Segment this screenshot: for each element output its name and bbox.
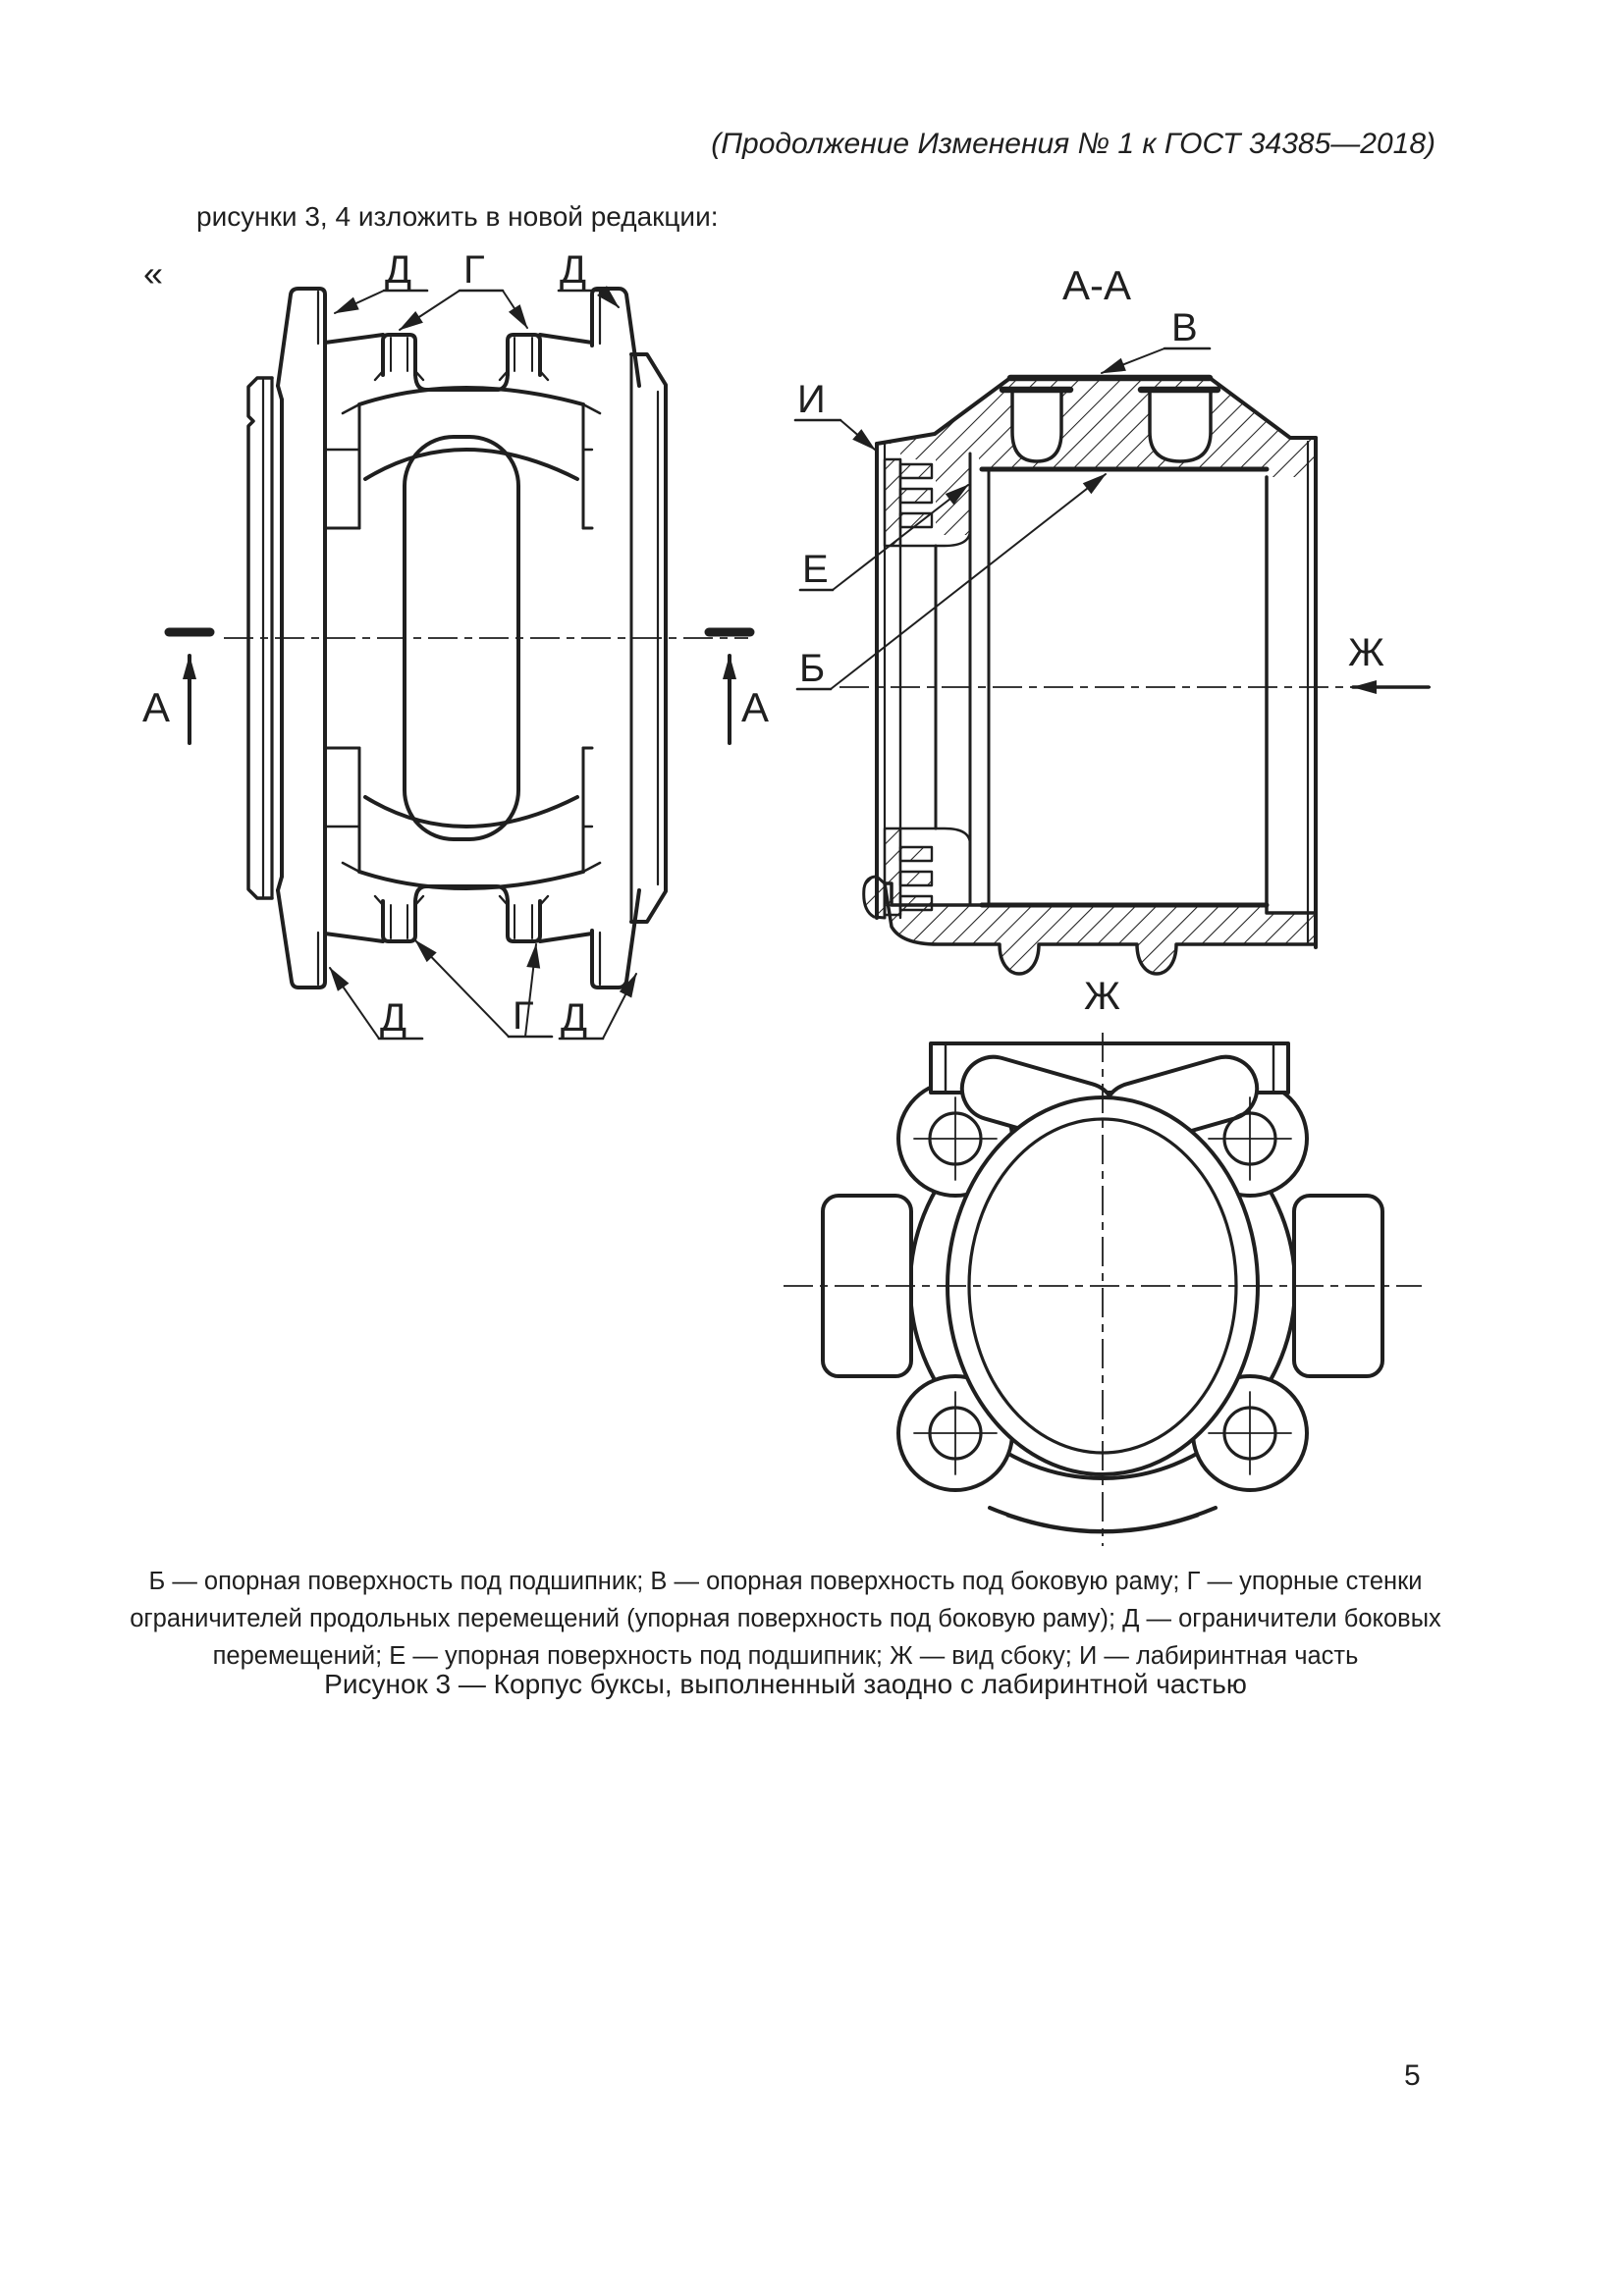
front-top-slope-left bbox=[325, 335, 383, 343]
side-view-title: Ж bbox=[1084, 975, 1120, 1018]
section-bottom-band bbox=[885, 883, 1316, 974]
intro-line: рисунки 3, 4 изложить в новой редакции: bbox=[196, 201, 719, 232]
front-view bbox=[142, 248, 769, 1040]
section-pocket-right bbox=[1150, 390, 1211, 461]
section-label-b: Б bbox=[799, 647, 826, 690]
section-pocket-left bbox=[1012, 390, 1061, 461]
figure-legend: Б — опорная поверхность под подшипник; В — опорная поверхность под боковую раму; Г — упорные стенки ограничителей продольных перемещений (упорная поверхность под боковую раму); Д — ограничители боковых перемещений; Е — упорная поверхность под подшипник; Ж — вид сбоку; И — лабиринтная часть bbox=[130, 1568, 1441, 1670]
section-label-e: Е bbox=[802, 548, 829, 591]
section-top-band-hatch bbox=[884, 378, 1314, 535]
front-label-d-top-right: Д bbox=[560, 248, 587, 292]
front-top-label-leaders bbox=[335, 291, 619, 330]
section-labyrinth-comb-top bbox=[885, 459, 932, 546]
section-letter-right: А bbox=[741, 684, 770, 730]
section-label-zh: Ж bbox=[1348, 631, 1384, 674]
section-left-curl bbox=[864, 877, 885, 918]
front-label-d-bottom-left: Д bbox=[380, 996, 407, 1040]
front-top-slope-right bbox=[540, 335, 592, 343]
section-letter-left: А bbox=[142, 684, 171, 730]
opening-quote-mark: « bbox=[143, 253, 164, 294]
section-label-v: В bbox=[1171, 306, 1198, 349]
section-mark-left bbox=[169, 632, 210, 743]
front-label-g-bottom: Г bbox=[513, 994, 534, 1038]
page-number: 5 bbox=[1404, 2059, 1421, 2092]
page-header-italic: (Продолжение Изменения № 1 к ГОСТ 34385—2018) bbox=[711, 128, 1435, 160]
front-top-left-lug bbox=[278, 289, 325, 386]
front-bottom-small-lugs bbox=[375, 886, 548, 941]
front-bottom-slope-right bbox=[540, 934, 592, 941]
section-view-a-a bbox=[795, 262, 1429, 974]
front-top-small-lugs bbox=[375, 335, 548, 390]
section-label-i: И bbox=[797, 378, 826, 421]
figure-caption: Рисунок 3 — Корпус буксы, выполненный заодно с лабиринтной частью bbox=[324, 1669, 1247, 1699]
front-label-d-top-left: Д bbox=[385, 248, 412, 292]
front-label-g-top: Г bbox=[463, 248, 485, 292]
front-label-d-bottom-right: Д bbox=[561, 996, 588, 1040]
front-bottom-slope-left bbox=[325, 934, 383, 941]
section-title: А-А bbox=[1062, 262, 1132, 308]
front-bottom-left-lug bbox=[278, 890, 325, 988]
